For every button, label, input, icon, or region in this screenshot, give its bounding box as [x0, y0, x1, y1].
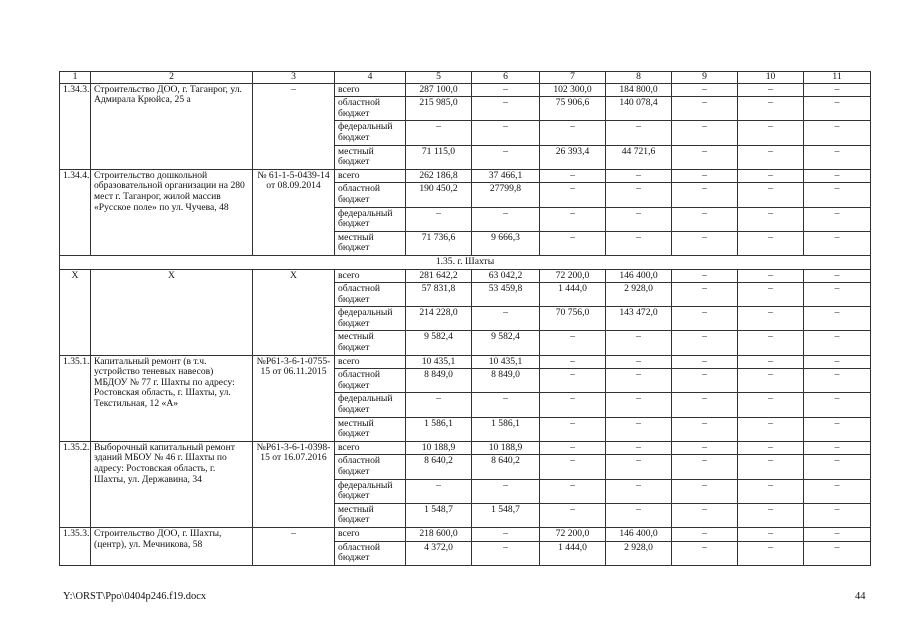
table-row — [60, 83, 871, 97]
value-cell: 215 985,0 — [406, 97, 472, 121]
value-cell: – — [672, 441, 738, 455]
funding-source: местный бюджет — [335, 231, 406, 255]
value-cell: 218 600,0 — [406, 527, 472, 541]
value-cell: – — [472, 207, 540, 231]
value-cell: 262 186,8 — [406, 169, 472, 183]
value-cell: 214 228,0 — [406, 307, 472, 331]
funding-source: всего — [335, 355, 406, 369]
funding-source: всего — [335, 441, 406, 455]
value-cell: – — [804, 283, 871, 307]
value-cell: 184 800,0 — [606, 83, 672, 97]
value-cell: – — [738, 331, 804, 355]
value-cell: – — [672, 541, 738, 565]
value-cell: – — [472, 83, 540, 97]
column-header: 9 — [672, 72, 738, 84]
value-cell: – — [738, 369, 804, 393]
value-cell: 63 042,2 — [472, 269, 540, 283]
value-cell: 1 444,0 — [540, 541, 606, 565]
value-cell: 146 400,0 — [606, 269, 672, 283]
value-cell: – — [472, 541, 540, 565]
value-cell: – — [738, 355, 804, 369]
value-cell: – — [804, 441, 871, 455]
value-cell: – — [406, 479, 472, 503]
value-cell: 140 078,4 — [606, 97, 672, 121]
value-cell: – — [540, 169, 606, 183]
value-cell: – — [406, 121, 472, 145]
value-cell: – — [672, 97, 738, 121]
value-cell: – — [672, 307, 738, 331]
funding-source: местный бюджет — [335, 417, 406, 441]
value-cell: – — [738, 283, 804, 307]
value-cell: – — [606, 169, 672, 183]
value-cell: – — [672, 479, 738, 503]
value-cell: – — [606, 417, 672, 441]
column-header: 1 — [60, 72, 91, 84]
value-cell: – — [672, 393, 738, 417]
funding-source: всего — [335, 169, 406, 183]
item-number: Х — [60, 269, 91, 355]
value-cell: – — [804, 503, 871, 527]
value-cell: – — [406, 393, 472, 417]
value-cell: – — [606, 331, 672, 355]
funding-source: всего — [335, 269, 406, 283]
value-cell: – — [672, 207, 738, 231]
value-cell: – — [672, 331, 738, 355]
value-cell: 75 906,6 — [540, 97, 606, 121]
value-cell: – — [606, 393, 672, 417]
registration-number: № 61-1-5-0439-14 от 08.09.2014 — [253, 169, 335, 255]
value-cell: 281 642,2 — [406, 269, 472, 283]
value-cell: 2 928,0 — [606, 541, 672, 565]
value-cell: – — [804, 393, 871, 417]
value-cell: – — [606, 121, 672, 145]
value-cell: 4 372,0 — [406, 541, 472, 565]
budget-table — [59, 71, 871, 566]
value-cell: – — [738, 527, 804, 541]
value-cell: 9 666,3 — [472, 231, 540, 255]
value-cell: – — [738, 121, 804, 145]
column-header: 7 — [540, 72, 606, 84]
value-cell: – — [472, 479, 540, 503]
value-cell: – — [606, 455, 672, 479]
value-cell: – — [738, 307, 804, 331]
value-cell: – — [804, 121, 871, 145]
value-cell: 10 435,1 — [472, 355, 540, 369]
value-cell: 8 640,2 — [406, 455, 472, 479]
funding-source: областной бюджет — [335, 283, 406, 307]
funding-source: федеральный бюджет — [335, 393, 406, 417]
value-cell: 143 472,0 — [606, 307, 672, 331]
value-cell: – — [672, 183, 738, 207]
funding-source: всего — [335, 527, 406, 541]
item-number: 1.34.4. — [60, 169, 91, 255]
value-cell: 8 640,2 — [472, 455, 540, 479]
value-cell: – — [804, 527, 871, 541]
value-cell: – — [540, 393, 606, 417]
value-cell: – — [672, 169, 738, 183]
value-cell: – — [606, 207, 672, 231]
value-cell: – — [804, 455, 871, 479]
value-cell: – — [540, 417, 606, 441]
registration-number: №Р61-3-6-1-0755-15 от 06.11.2015 — [253, 355, 335, 441]
table-row — [60, 441, 871, 455]
value-cell: – — [540, 503, 606, 527]
value-cell: – — [804, 97, 871, 121]
item-name: Выборочный капитальный ремонт зданий МБОУ № 46 г. Шахты по адресу: Ростовская область, г. Шахты, ул. Державина, 34 — [91, 441, 253, 527]
registration-number: Х — [253, 269, 335, 355]
value-cell: – — [672, 417, 738, 441]
value-cell: 8 849,0 — [406, 369, 472, 393]
funding-source: областной бюджет — [335, 455, 406, 479]
value-cell: 9 582,4 — [406, 331, 472, 355]
table-row — [60, 527, 871, 541]
value-cell: 102 300,0 — [540, 83, 606, 97]
column-header: 2 — [91, 72, 253, 84]
value-cell: – — [672, 269, 738, 283]
value-cell: – — [472, 97, 540, 121]
value-cell: – — [540, 207, 606, 231]
value-cell: – — [804, 417, 871, 441]
value-cell: – — [540, 331, 606, 355]
value-cell: – — [672, 503, 738, 527]
value-cell: – — [738, 479, 804, 503]
value-cell: 190 450,2 — [406, 183, 472, 207]
value-cell: 53 459,8 — [472, 283, 540, 307]
value-cell: – — [804, 231, 871, 255]
value-cell: – — [540, 183, 606, 207]
column-header: 4 — [335, 72, 406, 84]
value-cell: 72 200,0 — [540, 527, 606, 541]
funding-source: областной бюджет — [335, 183, 406, 207]
funding-source: областной бюджет — [335, 369, 406, 393]
item-name: Капитальный ремонт (в т.ч. устройство теневых навесов) МБДОУ № 77 г. Шахты по адресу: Ростовская область, г. Шахты, ул. Текстильная, 12 «А» — [91, 355, 253, 441]
value-cell: – — [738, 83, 804, 97]
value-cell: – — [472, 121, 540, 145]
value-cell: – — [540, 479, 606, 503]
value-cell: – — [672, 355, 738, 369]
table-row — [60, 269, 871, 283]
funding-source: федеральный бюджет — [335, 479, 406, 503]
value-cell: – — [672, 83, 738, 97]
item-number: 1.35.1. — [60, 355, 91, 441]
funding-source: областной бюджет — [335, 541, 406, 565]
funding-source: местный бюджет — [335, 145, 406, 169]
value-cell: 1 444,0 — [540, 283, 606, 307]
value-cell: 70 756,0 — [540, 307, 606, 331]
value-cell: 10 435,1 — [406, 355, 472, 369]
value-cell: – — [738, 269, 804, 283]
value-cell: 37 466,1 — [472, 169, 540, 183]
value-cell: 287 100,0 — [406, 83, 472, 97]
value-cell: 71 736,6 — [406, 231, 472, 255]
item-name: Х — [91, 269, 253, 355]
value-cell: 1 586,1 — [406, 417, 472, 441]
value-cell: – — [540, 121, 606, 145]
column-header: 10 — [738, 72, 804, 84]
header-row — [60, 72, 871, 84]
value-cell: – — [606, 503, 672, 527]
value-cell: – — [672, 527, 738, 541]
column-header: 5 — [406, 72, 472, 84]
value-cell: 9 582,4 — [472, 331, 540, 355]
table-row — [60, 355, 871, 369]
value-cell: – — [672, 231, 738, 255]
value-cell: 8 849,0 — [472, 369, 540, 393]
column-header: 8 — [606, 72, 672, 84]
value-cell: – — [738, 455, 804, 479]
value-cell: – — [804, 169, 871, 183]
funding-source: федеральный бюджет — [335, 307, 406, 331]
value-cell: – — [540, 369, 606, 393]
value-cell: – — [804, 145, 871, 169]
value-cell: – — [672, 283, 738, 307]
value-cell: – — [804, 355, 871, 369]
value-cell: – — [804, 369, 871, 393]
value-cell: – — [606, 231, 672, 255]
value-cell: 1 548,7 — [406, 503, 472, 527]
funding-source: федеральный бюджет — [335, 207, 406, 231]
value-cell: 1 548,7 — [472, 503, 540, 527]
value-cell: – — [606, 441, 672, 455]
value-cell: – — [738, 393, 804, 417]
value-cell: 72 200,0 — [540, 269, 606, 283]
value-cell: – — [472, 307, 540, 331]
page-number: 44 — [855, 591, 866, 602]
value-cell: – — [804, 541, 871, 565]
registration-number: – — [253, 527, 335, 565]
funding-source: федеральный бюджет — [335, 121, 406, 145]
section-title: 1.35. г. Шахты — [60, 255, 871, 269]
item-name: Строительство дошкольной образовательной организации на 280 мест г. Таганрог, жилой массив «Русское поле» по ул. Чучева, 48 — [91, 169, 253, 255]
value-cell: – — [672, 369, 738, 393]
item-number: 1.34.3. — [60, 83, 91, 169]
column-header: 6 — [472, 72, 540, 84]
funding-source: всего — [335, 83, 406, 97]
value-cell: – — [738, 541, 804, 565]
value-cell: – — [738, 207, 804, 231]
value-cell: – — [804, 331, 871, 355]
value-cell: – — [540, 231, 606, 255]
value-cell: – — [738, 97, 804, 121]
value-cell: 2 928,0 — [606, 283, 672, 307]
item-name: Строительство ДОО, г. Шахты, (центр), ул. Мечникова, 58 — [91, 527, 253, 565]
value-cell: – — [738, 183, 804, 207]
funding-source: областной бюджет — [335, 97, 406, 121]
value-cell: – — [804, 207, 871, 231]
value-cell: – — [540, 441, 606, 455]
value-cell: – — [672, 145, 738, 169]
value-cell: – — [738, 231, 804, 255]
registration-number: – — [253, 83, 335, 169]
value-cell: – — [472, 393, 540, 417]
value-cell: – — [738, 503, 804, 527]
funding-source: местный бюджет — [335, 503, 406, 527]
item-number: 1.35.2. — [60, 441, 91, 527]
column-header: 11 — [804, 72, 871, 84]
value-cell: – — [406, 207, 472, 231]
value-cell: 44 721,6 — [606, 145, 672, 169]
item-name: Строительство ДОО, г. Таганрог, ул. Адмирала Крюйса, 25 а — [91, 83, 253, 169]
value-cell: 57 831,8 — [406, 283, 472, 307]
value-cell: – — [804, 307, 871, 331]
value-cell: 71 115,0 — [406, 145, 472, 169]
item-number: 1.35.3. — [60, 527, 91, 565]
value-cell: 10 188,9 — [472, 441, 540, 455]
value-cell: – — [804, 83, 871, 97]
value-cell: – — [540, 455, 606, 479]
value-cell: – — [606, 183, 672, 207]
table-row — [60, 169, 871, 183]
value-cell: – — [738, 441, 804, 455]
value-cell: – — [804, 183, 871, 207]
value-cell: – — [804, 269, 871, 283]
value-cell: – — [472, 145, 540, 169]
section-row — [60, 255, 871, 269]
value-cell: – — [738, 145, 804, 169]
value-cell: – — [606, 369, 672, 393]
value-cell: 26 393,4 — [540, 145, 606, 169]
value-cell: 146 400,0 — [606, 527, 672, 541]
value-cell: – — [672, 121, 738, 145]
funding-source: местный бюджет — [335, 331, 406, 355]
value-cell: – — [606, 479, 672, 503]
file-path: Y:\ORST\Ppo\0404p246.f19.docx — [63, 591, 207, 602]
value-cell: – — [472, 527, 540, 541]
value-cell: – — [738, 417, 804, 441]
value-cell: – — [738, 169, 804, 183]
registration-number: №Р61-3-6-1-0398-15 от 16.07.2016 — [253, 441, 335, 527]
value-cell: 10 188,9 — [406, 441, 472, 455]
value-cell: – — [804, 479, 871, 503]
value-cell: – — [540, 355, 606, 369]
column-header: 3 — [253, 72, 335, 84]
value-cell: 1 586,1 — [472, 417, 540, 441]
value-cell: – — [672, 455, 738, 479]
value-cell: – — [606, 355, 672, 369]
value-cell: 27799,8 — [472, 183, 540, 207]
